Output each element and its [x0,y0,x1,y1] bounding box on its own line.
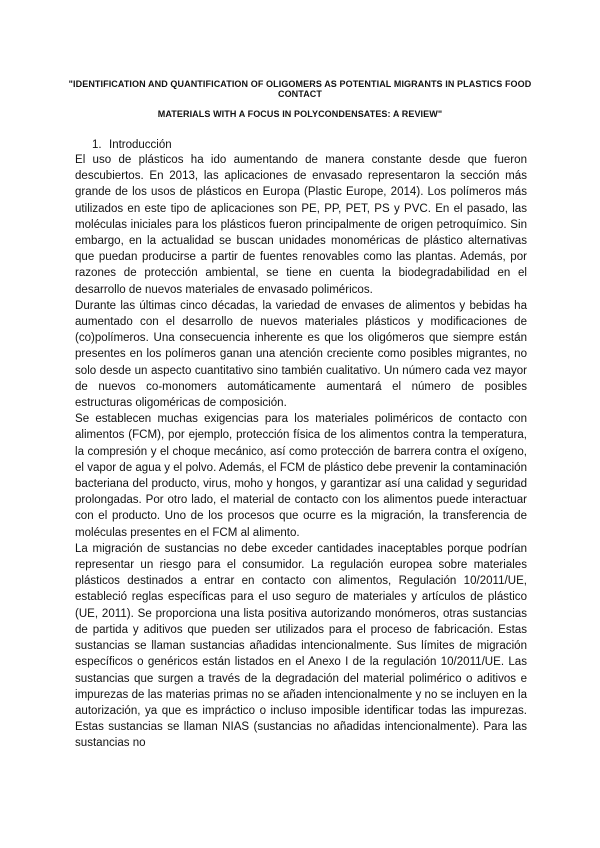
document-title-line-2: MATERIALS WITH A FOCUS IN POLYCONDENSATES: A REVIEW" [157,109,443,119]
paragraph-4: La migración de sustancias no debe exceder cantidades inaceptables porque podrían representar un riesgo para el consumidor. La regulación europea sobre materiales plásticos destinados a entrar en contacto con alimentos, Regulación 10/2011/UE, estableció reglas específicas para el uso seguro de materiales y artículos de plástico (UE, 2011). Se proporciona una lista positiva autorizando monómeros, otras sustancias de partida y aditivos que pueden ser utilizados para el proceso de fabricación. Estas sustancias se llaman sustancias añadidas intencionalmente. Sus límites de migración específicos o genéricos están listados en el Anexo I de la regulación 10/2011/UE. Las sustancias que surgen a través de la degradación del material polimérico o aditivos e impurezas de las materias primas no se añaden intencionalmente y no se incluyen en la autorización, ya que es impráctico o incluso imposible identificar todas las impurezas. Estas sustancias se llaman NIAS (sustancias no añadidas intencionalmente). Para las sustancias no [75,542,527,750]
section-title: Introducción [109,139,172,151]
body-text [75,152,527,752]
paragraph-2: Durante las últimas cinco décadas, la variedad de envases de alimentos y bebidas ha aumentado con el desarrollo de nuevos materiales plásticos y modificaciones de (co)polímeros. Una consecuencia inherente es que los oligómeros que siempre están presentes en los polímeros ganan una atención creciente como posibles migrantes, no solo desde un aspecto cuantitativo sino también cualitativo. Un número cada vez mayor de nuevos co-monomers automáticamente aumentará el número de posibles estructuras oligoméricas de composición. [75,299,527,410]
paragraph-3: Se establecen muchas exigencias para los materiales poliméricos de contacto con alimentos (FCM), por ejemplo, protección física de los alimentos contra la temperatura, la compresión y el choque mecánico, así como protección de barrera contra el oxígeno, el vapor de agua y el polvo. Además, el FCM de plástico debe prevenir la contaminación bacteriana del producto, virus, moho y hongos, y garantizar así una calidad y seguridad prolongadas. Por otro lado, el material de contacto con los alimentos puede interactuar con el producto. Uno de los procesos que ocurre es la migración, la transferencia de moléculas presentes en el FCM al alimento. [75,413,527,539]
section-heading [92,137,172,153]
paragraph-1: El uso de plásticos ha ido aumentando de manera constante desde que fueron descubiertos. En 2013, las aplicaciones de envasado representaron la sección más grande de los usos de plásticos en Europa (Plastic Europe, 2014). Los polímeros más utilizados en este tipo de aplicaciones son PE, PP, PET, PS y PVC. En el pasado, las moléculas iniciales para los plásticos fueron principalmente de origen petroquímico. Sin embargo, en la actualidad se buscan unidades monoméricas de plástico alternativas que puedan producirse a partir de fuentes renovables como las plantas. Además, por razones de protección ambiental, se tiene en cuenta la biodegradabilidad en el desarrollo de nuevos materiales de envasado poliméricos. [75,154,527,296]
document-title-line-1: "IDENTIFICATION AND QUANTIFICATION OF OLIGOMERS AS POTENTIAL MIGRANTS IN PLASTICS FOOD CONTACT [68,79,532,99]
section-number: 1. [92,139,102,151]
